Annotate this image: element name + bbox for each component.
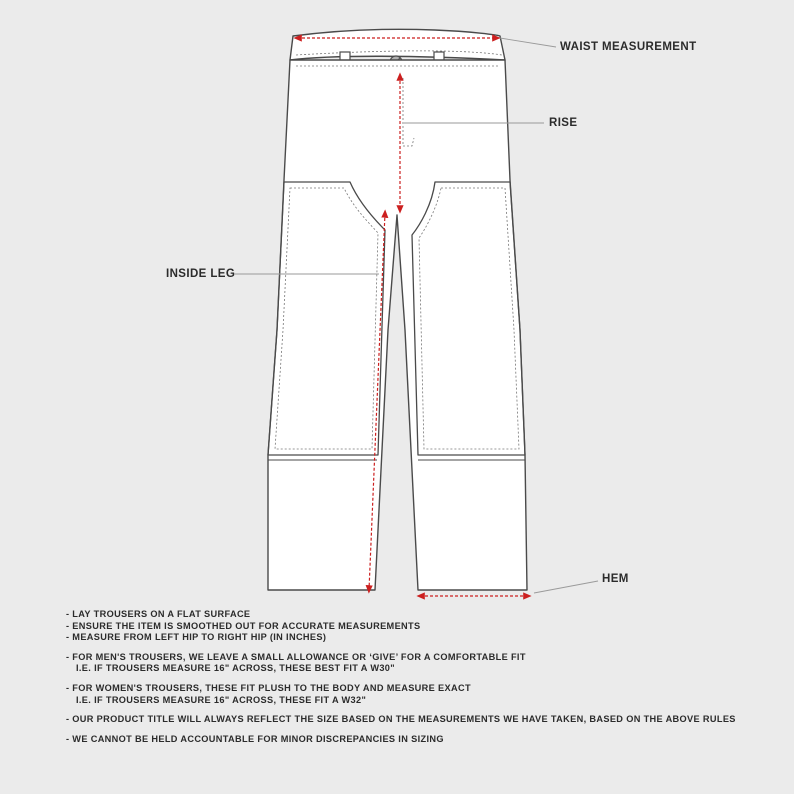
instruction-line: - ENSURE THE ITEM IS SMOOTHED OUT FOR ACCURATE MEASUREMENTS [66, 620, 421, 631]
instruction-line: - LAY TROUSERS ON A FLAT SURFACE [66, 609, 251, 619]
waist-measurement-label: WAIST MEASUREMENT [560, 41, 697, 53]
instruction-line: - WE CANNOT BE HELD ACCOUNTABLE FOR MINOR DISCREPANCIES IN SIZING [66, 733, 444, 744]
instruction-line: - FOR WOMEN'S TROUSERS, THESE FIT PLUSH TO THE BODY AND MEASURE EXACT [66, 682, 471, 693]
waistband [290, 29, 505, 60]
instruction-line: - FOR MEN'S TROUSERS, WE LEAVE A SMALL ALLOWANCE OR ‘GIVE’ FOR A COMFORTABLE FIT [66, 651, 526, 662]
hem-leader [534, 581, 598, 593]
instruction-line: - OUR PRODUCT TITLE WILL ALWAYS REFLECT THE SIZE BASED ON THE MEASUREMENTS WE HAVE TAKEN, BASED ON THE ABOVE RULES [66, 714, 736, 725]
instruction-line: - MEASURE FROM LEFT HIP TO RIGHT HIP (IN INCHES) [66, 632, 327, 643]
hem-label: HEM [602, 573, 629, 585]
inside-leg-label: INSIDE LEG [166, 268, 236, 280]
waist-leader [500, 38, 556, 47]
instruction-line: I.E. IF TROUSERS MEASURE 16" ACROSS, THESE FIT A W32" [76, 694, 367, 705]
measurement-instructions [66, 609, 786, 745]
instruction-line: I.E. IF TROUSERS MEASURE 16" ACROSS, THESE BEST FIT A W30" [76, 663, 395, 674]
rise-label: RISE [549, 117, 578, 129]
trouser-body [268, 60, 527, 590]
